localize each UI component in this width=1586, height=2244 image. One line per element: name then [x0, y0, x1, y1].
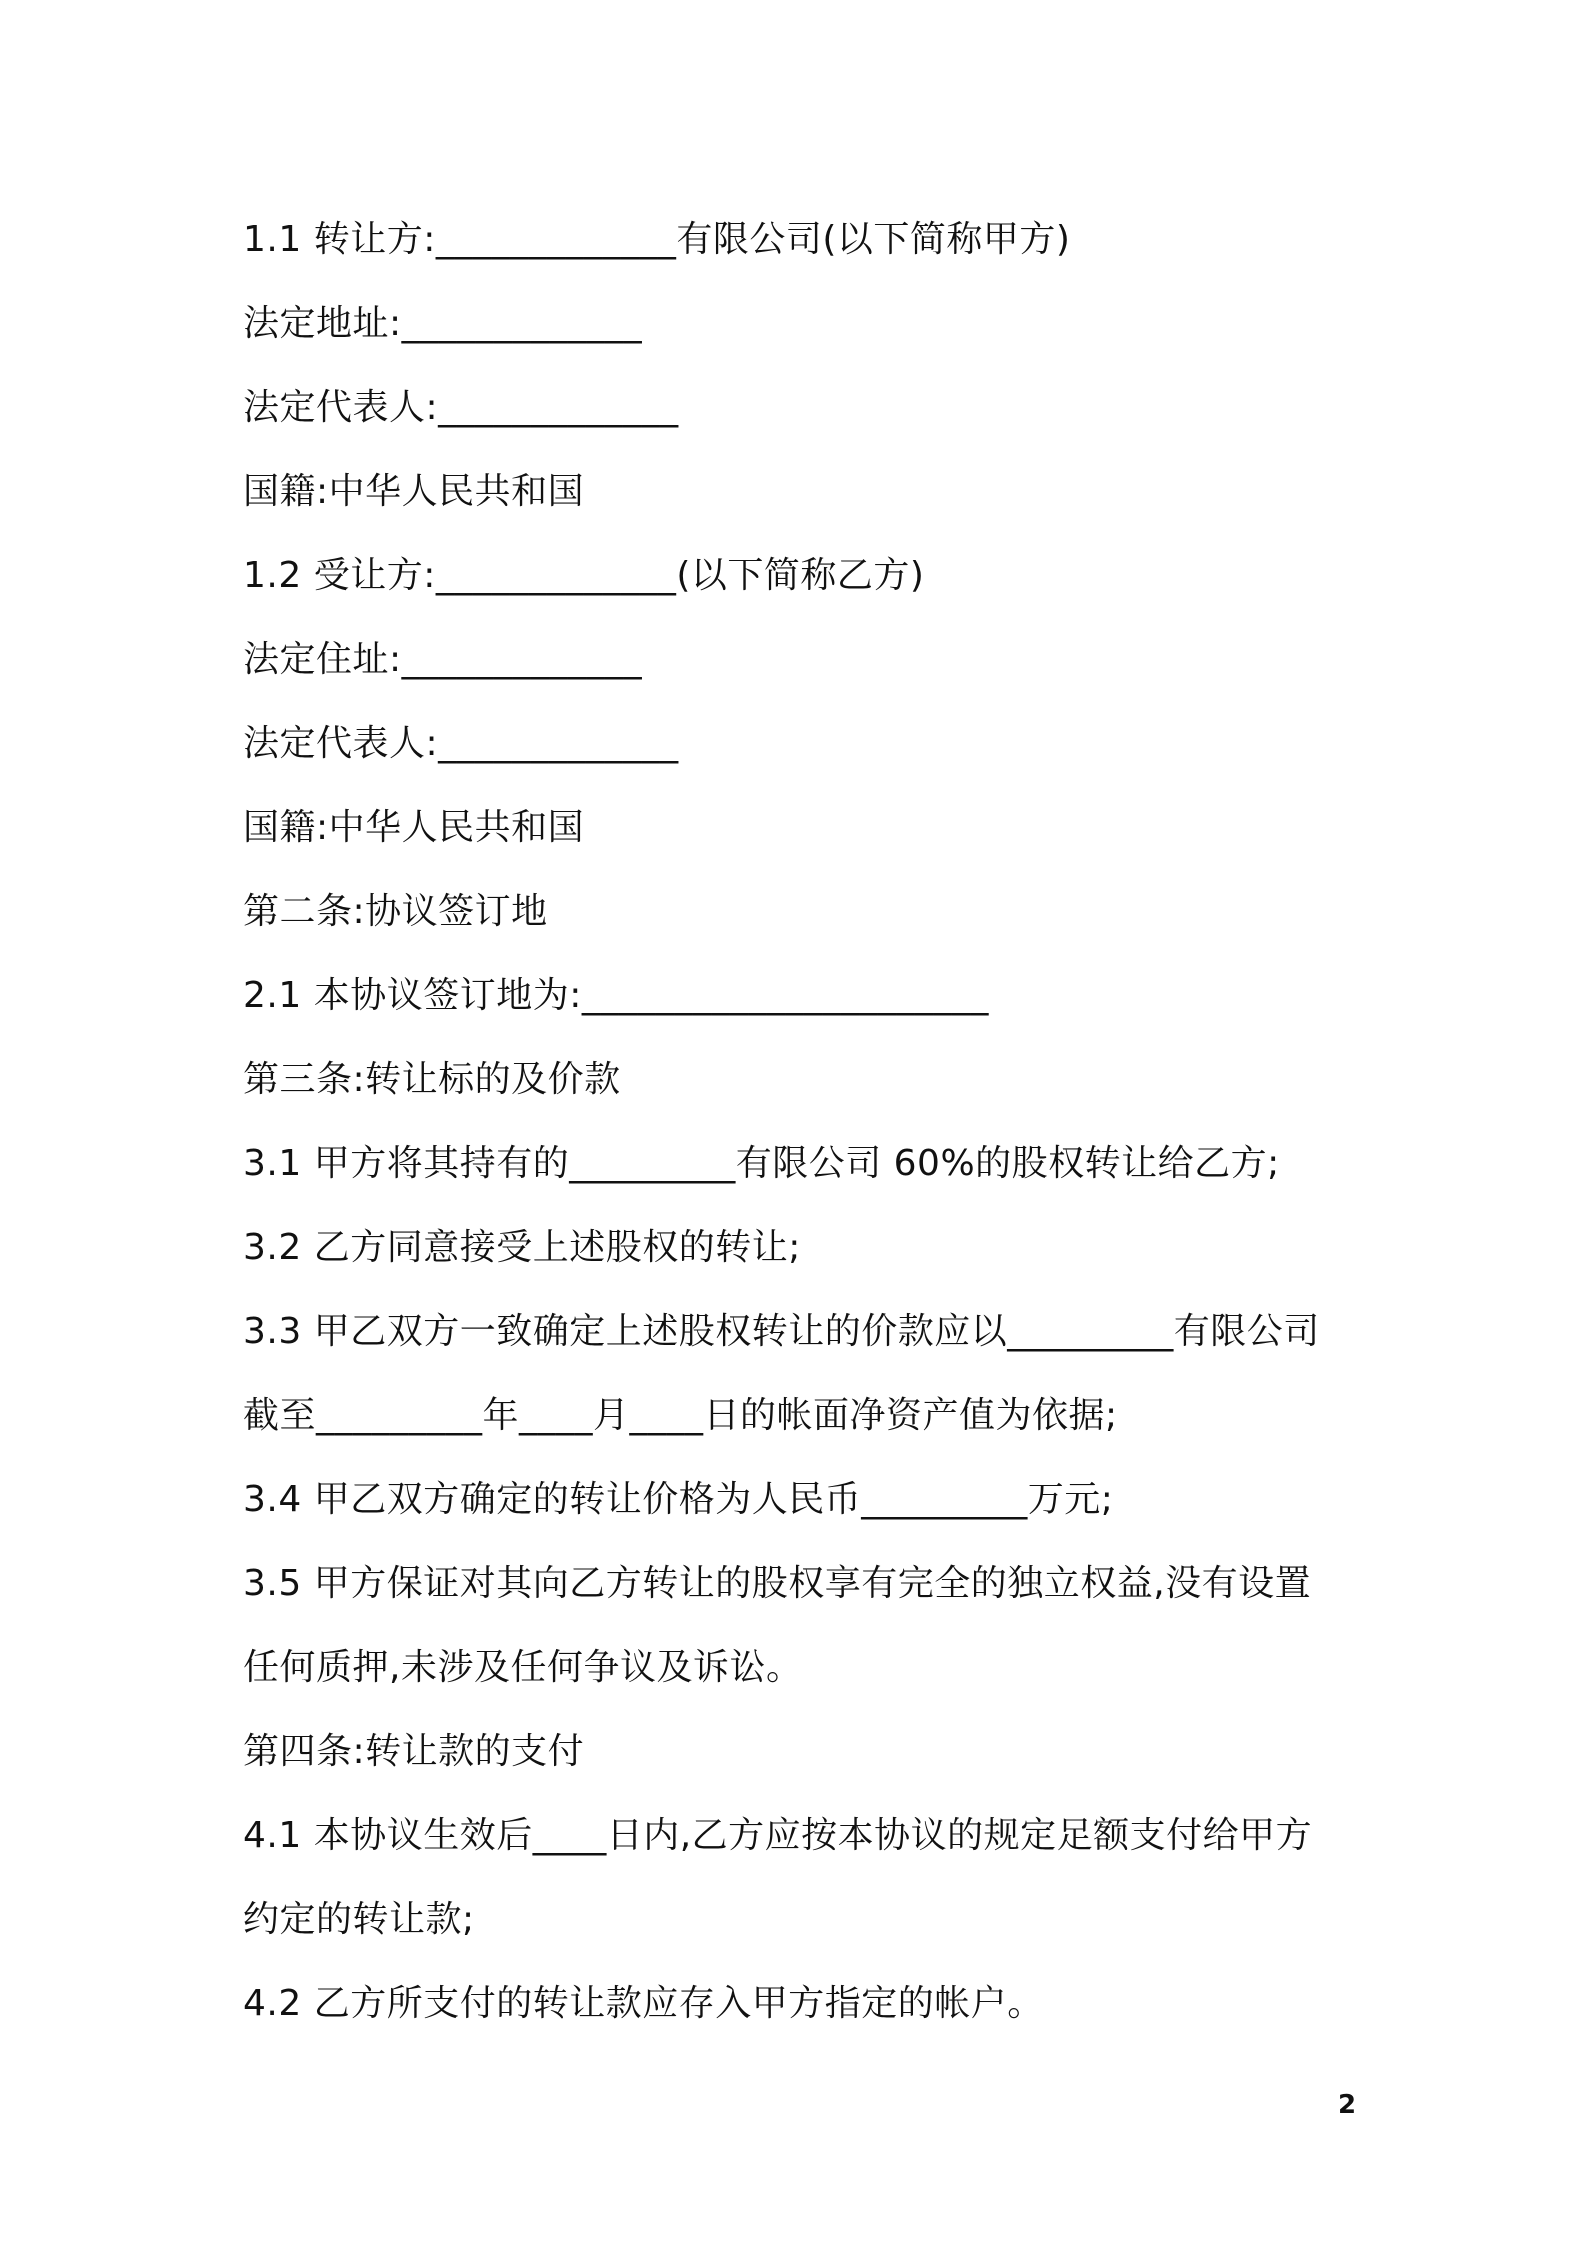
clause-3-5-line-2: 任何质押,未涉及任何争议及诉讼。 — [243, 1647, 803, 1688]
transferee-legal-address: 法定住址:_____________ — [243, 639, 643, 680]
clause-1-1-transferor: 1.1 转让方:_____________有限公司(以下简称甲方) — [243, 219, 1071, 260]
transferee-nationality: 国籍:中华人民共和国 — [243, 807, 585, 848]
clause-2-1: 2.1 本协议签订地为:______________________ — [243, 975, 989, 1016]
clause-3-4: 3.4 甲乙双方确定的转让价格为人民币_________万元; — [243, 1479, 1114, 1520]
article-4-heading: 第四条:转让款的支付 — [243, 1731, 585, 1772]
clause-1-2-transferee: 1.2 受让方:_____________(以下简称乙方) — [243, 555, 925, 596]
transferor-nationality: 国籍:中华人民共和国 — [243, 471, 585, 512]
article-2-heading: 第二条:协议签订地 — [243, 891, 548, 932]
article-3-heading: 第三条:转让标的及价款 — [243, 1059, 621, 1100]
clause-3-3-line-1: 3.3 甲乙双方一致确定上述股权转让的价款应以_________有限公司 — [243, 1311, 1320, 1352]
clause-3-2: 3.2 乙方同意接受上述股权的转让; — [243, 1227, 801, 1268]
transferor-legal-address: 法定地址:_____________ — [243, 303, 643, 344]
clause-4-1-line-1: 4.1 本协议生效后____日内,乙方应按本协议的规定足额支付给甲方 — [243, 1815, 1313, 1856]
clause-3-3-line-2: 截至_________年____月____日的帐面净资产值为依据; — [243, 1395, 1118, 1436]
transferee-legal-representative: 法定代表人:_____________ — [243, 723, 679, 764]
page-number: 2 — [1338, 2090, 1357, 2120]
clause-3-1: 3.1 甲方将其持有的_________有限公司 60%的股权转让给乙方; — [243, 1143, 1280, 1184]
clause-4-2: 4.2 乙方所支付的转让款应存入甲方指定的帐户。 — [243, 1983, 1044, 2024]
transferor-legal-representative: 法定代表人:_____________ — [243, 387, 679, 428]
clause-4-1-line-2: 约定的转让款; — [243, 1899, 475, 1940]
document-body — [243, 198, 1363, 2046]
clause-3-5-line-1: 3.5 甲方保证对其向乙方转让的股权享有完全的独立权益,没有设置 — [243, 1563, 1312, 1604]
